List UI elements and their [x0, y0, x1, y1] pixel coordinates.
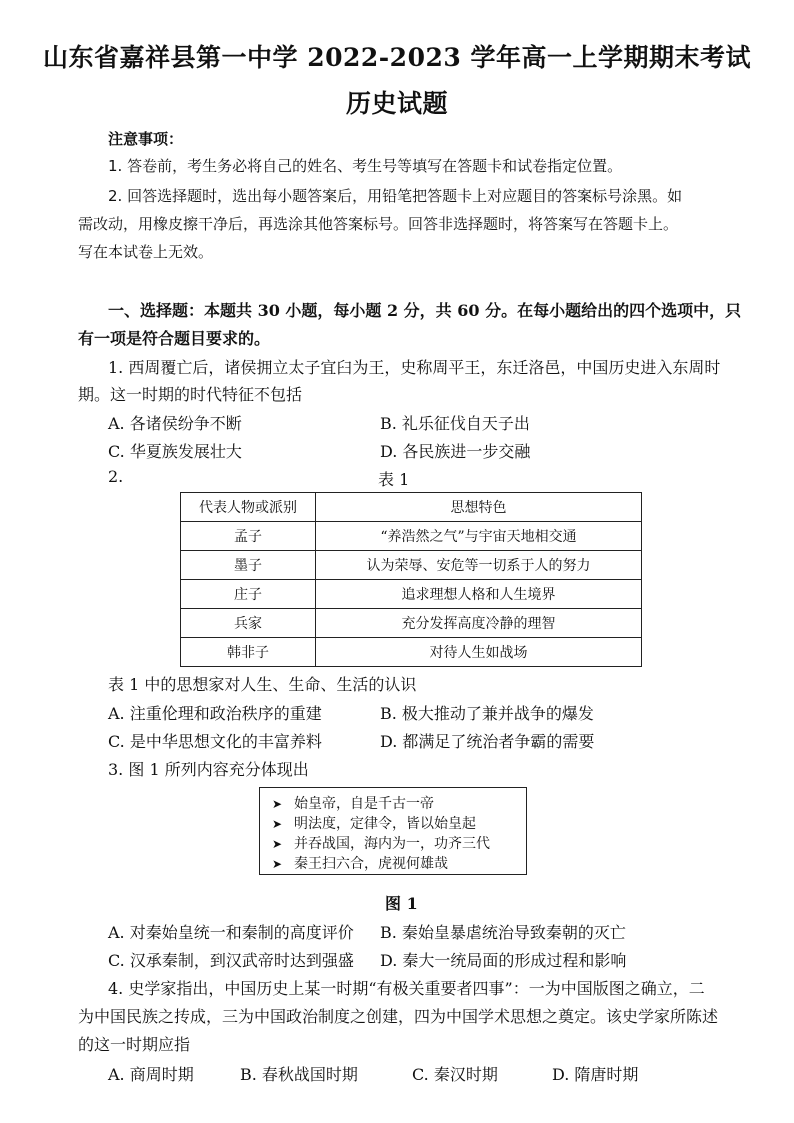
q2-option-b: B. 极大推动了兼并战争的爆发 — [380, 704, 594, 723]
arrow-bullet-icon: ➤ — [272, 837, 283, 851]
table-cell: 兵家 — [181, 609, 316, 638]
q2-option-a: A. 注重伦理和政治秩序的重建 — [108, 704, 322, 723]
arrow-bullet-icon: ➤ — [272, 857, 283, 871]
notice-item-1: 1. 答卷前，考生务必将自己的姓名、考生号等填写在答题卡和试卷指定位置。 — [108, 157, 623, 175]
q1-option-d: D. 各民族进一步交融 — [380, 442, 531, 461]
notice-item-2-line-3: 写在本试卷上无效。 — [78, 243, 214, 261]
q4-stem-line-2: 为中国民族之抟成，三为中国政治制度之创建，四为中国学术思想之奠定。该史学家所陈述 — [78, 1007, 719, 1026]
table-cell: 追求理想人格和人生境界 — [316, 580, 642, 609]
arrow-bullet-icon: ➤ — [272, 817, 283, 831]
q4-option-b: B. 春秋战国时期 — [240, 1065, 358, 1084]
q2-stem: 表 1 中的思想家对人生、生命、生活的认识 — [108, 675, 417, 694]
notice-item-2-line-2: 需改动，用橡皮擦干净后，再选涂其他答案标号。回答非选择题时，将答案写在答题卡上。 — [78, 215, 679, 233]
q3-figure-caption: 图 1 — [385, 894, 418, 913]
q4-stem-line-1: 4. 史学家指出，中国历史上某一时期“有极关重要者四事”：一为中国版图之确立，二 — [108, 979, 705, 998]
q3-stem: 3. 图 1 所列内容充分体现出 — [108, 760, 309, 779]
table-row — [181, 522, 642, 551]
q3-option-a: A. 对秦始皇统一和秦制的高度评价 — [108, 923, 354, 942]
q1-stem-line-1: 1. 西周覆亡后，诸侯拥立太子宜臼为王，史称周平王，东迁洛邑，中国历史进入东周时 — [108, 358, 721, 377]
notice-heading: 注意事项： — [108, 130, 184, 148]
figure-line: ➤ 并吞战国，海内为一，功齐三代 — [272, 836, 490, 852]
table-cell: 认为荣辱、安危等一切系于人的努力 — [316, 551, 642, 580]
q3-option-c: C. 汉承秦制，到汉武帝时达到强盛 — [108, 951, 354, 970]
figure-line: ➤ 始皇帝，自是千古一帝 — [272, 796, 434, 812]
q2-table-caption: 表 1 — [378, 470, 410, 489]
q4-option-a: A. 商周时期 — [108, 1065, 194, 1084]
q2-number: 2. — [108, 467, 124, 486]
table-header-row — [181, 493, 642, 522]
q4-option-c: C. 秦汉时期 — [412, 1065, 498, 1084]
q3-figure — [259, 787, 527, 875]
table-cell: 韩非子 — [181, 638, 316, 667]
q1-stem-line-2: 期。这一时期的时代特征不包括 — [78, 385, 303, 404]
table-cell: 墨子 — [181, 551, 316, 580]
table-cell: 孟子 — [181, 522, 316, 551]
q3-option-d: D. 秦大一统局面的形成过程和影响 — [380, 951, 627, 970]
notice-item-2-line-1: 2. 回答选择题时，选出每小题答案后，用铅笔把答题卡上对应题目的答案标号涂黑。如 — [108, 187, 683, 205]
q4-stem-line-3: 的这一时期应指 — [78, 1035, 191, 1054]
table-cell: 对待人生如战场 — [316, 638, 642, 667]
table-cell: 充分发挥高度冷静的理智 — [316, 609, 642, 638]
q3-option-b: B. 秦始皇暴虐统治导致秦朝的灭亡 — [380, 923, 626, 942]
figure-line: ➤ 秦王扫六合，虎视何雄哉 — [272, 856, 448, 872]
q2-table — [180, 492, 642, 667]
table-header-cell: 思想特色 — [316, 493, 642, 522]
table-row — [181, 638, 642, 667]
q2-option-d: D. 都满足了统治者争霸的需要 — [380, 732, 595, 751]
table-row — [181, 609, 642, 638]
q1-option-c: C. 华夏族发展壮大 — [108, 442, 242, 461]
q1-option-a: A. 各诸侯纷争不断 — [108, 414, 242, 433]
exam-title: 山东省嘉祥县第一中学 2022-2023 学年高一上学期期末考试 — [43, 43, 751, 72]
exam-subject-title: 历史试题 — [345, 89, 448, 118]
q1-option-b: B. 礼乐征伐自天子出 — [380, 414, 530, 433]
table-row — [181, 551, 642, 580]
table-row — [181, 580, 642, 609]
arrow-bullet-icon: ➤ — [272, 797, 283, 811]
table-cell: “养浩然之气”与宇宙天地相交通 — [316, 522, 642, 551]
table-cell: 庄子 — [181, 580, 316, 609]
q2-option-c: C. 是中华思想文化的丰富养料 — [108, 732, 322, 751]
table-header-cell: 代表人物或派别 — [181, 493, 316, 522]
section-1-heading: 一、选择题：本题共 30 小题，每小题 2 分，共 60 分。在每小题给出的四个选项中，只 — [108, 301, 742, 320]
q4-option-d: D. 隋唐时期 — [552, 1065, 639, 1084]
section-1-heading-cont: 有一项是符合题目要求的。 — [78, 329, 271, 348]
figure-line: ➤ 明法度，定律令，皆以始皇起 — [272, 816, 476, 832]
